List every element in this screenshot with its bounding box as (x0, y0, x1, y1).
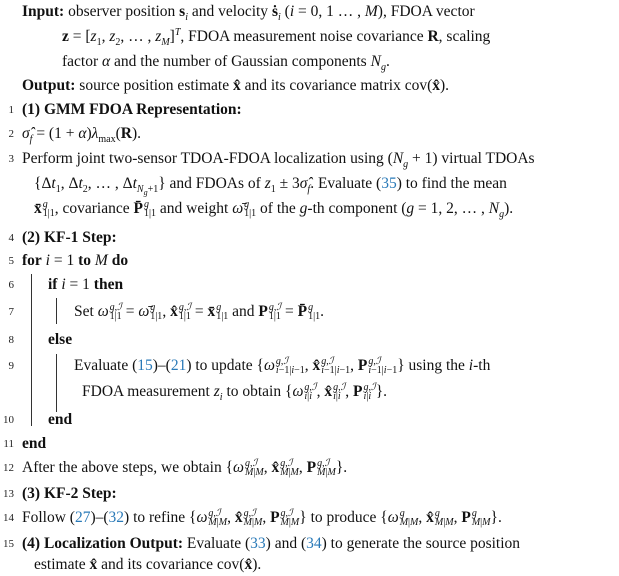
section-heading-gmm: (1) GMM FDOA Representation: (22, 101, 242, 118)
ref-33[interactable]: 33 (250, 535, 266, 552)
line-number-11: 11 (3, 438, 14, 450)
line-number-3: 3 (8, 153, 14, 165)
update-step-line-1: Evaluate (15)–(21) to update {ω g,ℐ i−1|i−1 , x̂ g,ℐ i−1|i−1 , P g,ℐ i−1|i−1 } using the i-th (74, 356, 491, 377)
update-step-line-2: FDOA measurement $z_i$ to obtain {ω g,ℐ i|i , x̂ g,ℐ i|i , P g,ℐ i|i }. (82, 382, 388, 404)
line-number-7: 7 (8, 306, 14, 318)
localization-output-line-1: (4) Localization Output: Evaluate (33) and (34) to generate the source position (22, 535, 521, 552)
if-header: if i = 1 then (48, 276, 124, 293)
end-for: end (22, 435, 47, 452)
end-if: end (48, 411, 73, 428)
ref-15[interactable]: 15 (137, 357, 153, 374)
ref-35[interactable]: 35 (381, 175, 397, 192)
if-block-rule (56, 298, 57, 324)
line-number-12: 12 (3, 462, 14, 474)
output-line: Output: source position estimate x̂ and its covariance matrix cov(x̂). (22, 77, 450, 94)
refine-step: Follow (27)–(32) to refine {ω g,ℐ M|M , x̂ g,ℐ M|M , P g,ℐ M|M } to produce {ω g M|M , x̂ g M|M , P g M|M }. (22, 508, 502, 529)
else-block-rule (56, 354, 57, 412)
input-line-3: factor α and the number of Gaussian components $N_g$. (62, 53, 390, 74)
input-label: Input: (22, 3, 65, 20)
input-line-1: Input: observer position $s_i$ and velocity ṡ$_i$ (i = 0, 1 … , M), FDOA vector (22, 3, 475, 24)
set-initial-values: Set ω g,ℐ 1|1 = ω̄ g 1|1 , x̂ g,ℐ 1|1 = x̄ g 1|1 and P g,ℐ 1|1 = P̄ g 1|1 . (74, 302, 324, 323)
else-keyword: else (48, 331, 73, 348)
after-steps-text: After the above steps, we obtain {ω g,ℐ M|M , x̂ g,ℐ M|M , P g,ℐ M|M }. (22, 458, 348, 479)
ref-27[interactable]: 27 (74, 509, 91, 526)
line-number-2: 2 (8, 128, 14, 140)
section-heading-kf1: (2) KF-1 Step: (22, 229, 117, 246)
line-number-14: 14 (3, 512, 14, 524)
ref-32[interactable]: 32 (108, 509, 125, 526)
section-heading-kf2: (3) KF-2 Step: (22, 485, 117, 502)
for-block-rule (31, 274, 32, 426)
line-number-6: 6 (8, 279, 14, 291)
sigma-formula: $\sigmâ_f = (1 + \alpha)\lambda_{max}(R)$. (22, 125, 142, 146)
line-number-9: 9 (8, 360, 14, 372)
output-label: Output: (22, 77, 76, 94)
line-number-8: 8 (8, 334, 14, 346)
line-number-5: 5 (8, 255, 14, 267)
tdoa-fdoa-step-line-2: {$\Delta t_1$, $\Delta t_2$, … , $\Delta t_{N_g+1}$} and FDOAs of $z_1$ ± $3\sigmâ_f$. Evaluate (35) to find the mean (34, 175, 507, 198)
line-number-13: 13 (3, 488, 14, 500)
tdoa-fdoa-step-line-1: Perform joint two-sensor TDOA-FDOA localization using $(N_g + 1)$ virtual TDOAs (22, 150, 535, 171)
line-number-4: 4 (8, 232, 14, 244)
for-loop-header: for i = 1 to M do (22, 252, 129, 269)
tdoa-fdoa-step-line-3: x̄ g 1|1 , covariance P̄ g 1|1 and weight ω̄ g 1|1 of the g-th component (g = 1, 2, … , $N_g$). (34, 199, 514, 221)
line-number-1: 1 (8, 104, 14, 116)
line-number-15: 15 (3, 538, 14, 550)
localization-output-line-2: estimate x̂ and its covariance cov(x̂). (34, 556, 262, 573)
line-number-10: 10 (3, 414, 14, 426)
input-line-2: $z = [z_1$, $z_2$, … , $z_M]^T$, FDOA measurement noise covariance R, scaling (62, 26, 491, 49)
ref-21[interactable]: 21 (170, 357, 187, 374)
ref-34[interactable]: 34 (306, 535, 322, 552)
